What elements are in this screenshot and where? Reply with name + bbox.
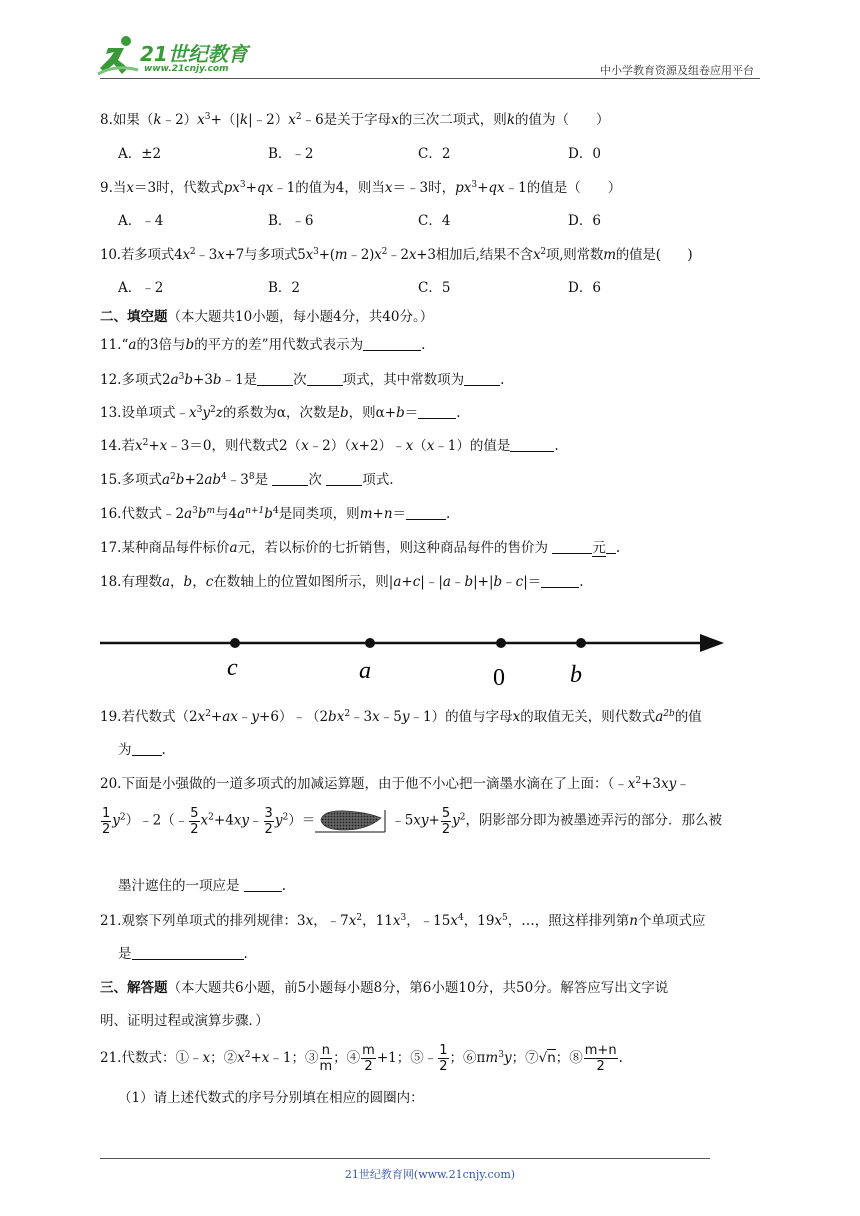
header-rule: [100, 78, 760, 79]
answer-blank[interactable]: [510, 439, 554, 452]
question-18: 18.有理数a，b，c在数轴上的位置如图所示，则|a+c|﹣|a﹣b|+|b﹣c|＝ .: [100, 574, 584, 590]
q9-option-b[interactable]: B．﹣6: [268, 213, 314, 229]
answer-blank[interactable]: [406, 507, 446, 520]
q8-option-d[interactable]: D．0: [568, 146, 601, 162]
header-logo: [96, 34, 266, 78]
question-17: 17.某种商品每件标价a元，若以标价的七折销售，则这种商品每件的售价为 元 .: [100, 540, 621, 556]
answer-blank[interactable]: [326, 473, 362, 486]
question-11: 11.“a的3倍与b的平方的差”用代数式表示为 .: [100, 337, 426, 353]
logo-url: www.21cnjy.com: [144, 64, 229, 74]
answer-blank[interactable]: [541, 575, 579, 588]
question-20-cont: 墨汁遮住的一项应是 .: [118, 878, 287, 894]
answer-blank[interactable]: [272, 473, 308, 486]
label-b: b: [570, 662, 582, 688]
fraction: $\frac{5}{2}$: [190, 805, 199, 837]
q10-option-c[interactable]: C．5: [418, 280, 451, 296]
fraction: $\frac{m+n}{2}$: [584, 1043, 617, 1074]
footer-rule: [100, 1158, 710, 1159]
point-c: [230, 638, 240, 648]
q9-option-d[interactable]: D．6: [568, 213, 601, 229]
question-15: 15.多项式$a^2b+2ab^4﹣3^8$是 次 项式.: [100, 472, 394, 488]
q9-option-a[interactable]: A．﹣4: [118, 213, 164, 229]
fraction: $\frac{3}{2}$: [264, 805, 273, 837]
logo-title: 21世纪教育: [140, 42, 248, 66]
q10-option-d[interactable]: D．6: [568, 280, 601, 296]
question-21-expressions: 21.代数式：①﹣x；$②x^2+x﹣1$；③ $\frac{n}{m}$ ；④ $\frac{m}{2}$ +1；⑤﹣ $\frac{1}{2}$ ；$⑥\pi m^3y$；⑦√n；⑧ $\frac{m+n}{2}$ .: [100, 1043, 623, 1074]
question-9: 9.当x＝3时，代数式$px^3+qx﹣1$的值为4，则当x＝﹣3时，$px^3+qx﹣1$的值是（ ）: [100, 180, 622, 196]
question-10: 10.若多项式$4x^2﹣3x+7$与多项式$5x^3+(m﹣2)x^2﹣2x+3$相加后,结果不含$x^2$项,则常数m的值是( ): [100, 247, 693, 263]
answer-blank[interactable]: [257, 373, 293, 386]
fraction: $\frac{n}{m}$: [319, 1043, 333, 1074]
point-a: [365, 638, 375, 648]
q8-option-a[interactable]: A．±2: [118, 146, 162, 162]
number-line-figure: [100, 620, 740, 690]
point-b: [576, 638, 586, 648]
question-14: 14.若$x^2+x﹣3=0$，则代数式2（x﹣2）（x+2）﹣x（x﹣1）的值是 .: [100, 438, 559, 454]
label-a: a: [359, 658, 371, 684]
answer-blank[interactable]: [132, 743, 162, 756]
answer-blank[interactable]: [552, 541, 592, 554]
point-0: [496, 638, 506, 648]
platform-name: 中小学教育资源及组卷应用平台: [600, 64, 754, 77]
answer-blank[interactable]: [418, 406, 456, 419]
section-3-heading-cont: 明、证明过程或演算步骤．）: [100, 1013, 269, 1029]
answer-blank-tail: [606, 541, 616, 554]
question-21-pattern: 21.观察下列单项式的排列规律：3x，$﹣7x^2$，$11x^3$，$﹣15x^4$，$19x^5$，…，照这样排列第n个单项式应: [100, 913, 706, 929]
question-16: 16.代数式$﹣2a^3b^m$与$4a^{n+1}b^4$是同类项，则m+n＝ .: [100, 506, 451, 522]
question-13: 13.设单项式$﹣x^3y^2z$的系数为α，次数是b，则α+b＝ .: [100, 405, 461, 421]
fraction: $\frac{1}{2}$: [102, 805, 111, 837]
question-21-sub1: （1）请上述代数式的序号分别填在相应的圆圈内：: [118, 1090, 424, 1106]
sqrt-icon: √: [538, 1050, 548, 1066]
q10-option-b[interactable]: B．2: [268, 280, 301, 296]
q8-option-b[interactable]: B．﹣2: [268, 146, 314, 162]
question-21-pattern-cont: 是 .: [118, 946, 248, 962]
section-3-heading: 三、解答题（本大题共6小题，前5小题每小题8分，第6小题10分，共50分。解答应写出文字说: [100, 980, 669, 996]
question-12: 12.多项式$2a^3b+3b﹣1$是 次 项式，其中常数项为 .: [100, 372, 505, 388]
fraction: $\frac{5}{2}$: [441, 805, 451, 837]
fraction: $\frac{1}{2}$: [439, 1043, 448, 1074]
footer-text: 21世纪教育网(www.21cnjy.com): [344, 1168, 516, 1181]
answer-blank[interactable]: [132, 947, 244, 960]
runner-logo-icon: [96, 34, 140, 78]
label-0: 0: [493, 665, 505, 690]
q10-option-a[interactable]: A．﹣2: [118, 280, 164, 296]
question-20-expression: $\frac{1}{2}$ $y^2)﹣2(﹣$ $\frac{5}{2}$ $x^2+4xy﹣$ $\frac{3}{2}$ $y^2)=$ ﹣5xy+ $\frac{5}{2}$ $y^2$，阴影部分即为被墨迹弄污的部分．那么被: [102, 805, 723, 837]
fraction: $\frac{m}{2}$: [362, 1043, 375, 1074]
ink-blot-icon: [315, 806, 391, 836]
answer-blank[interactable]: [464, 373, 500, 386]
question-19-cont: 为 .: [118, 742, 166, 758]
answer-blank[interactable]: [244, 879, 282, 892]
answer-blank[interactable]: [307, 373, 343, 386]
answer-blank[interactable]: [363, 338, 421, 351]
axis-arrow-icon: [700, 634, 724, 652]
question-20: 20.下面是小强做的一道多项式的加减运算题，由于他不小心把一滴墨水滴在了上面：（$﹣x^2+3xy﹣$: [100, 776, 690, 792]
question-8: 8.如果$(k﹣2)x^3+(|k|﹣2)x^2﹣6$是关于字母x的三次二项式，则k的值为（ ）: [100, 112, 610, 128]
q8-option-c[interactable]: C．2: [418, 146, 451, 162]
question-19: 19.若代数式$(2x^2+ax﹣y+6)﹣(2bx^2﹣3x﹣5y﹣1)$的值与字母x的取值无关，则代数式$a^{2b}$的值: [100, 709, 702, 725]
q9-option-c[interactable]: C．4: [418, 213, 451, 229]
label-c: c: [227, 655, 238, 681]
section-2-heading: 二、填空题（本大题共10小题，每小题4分，共40分。）: [100, 309, 434, 325]
